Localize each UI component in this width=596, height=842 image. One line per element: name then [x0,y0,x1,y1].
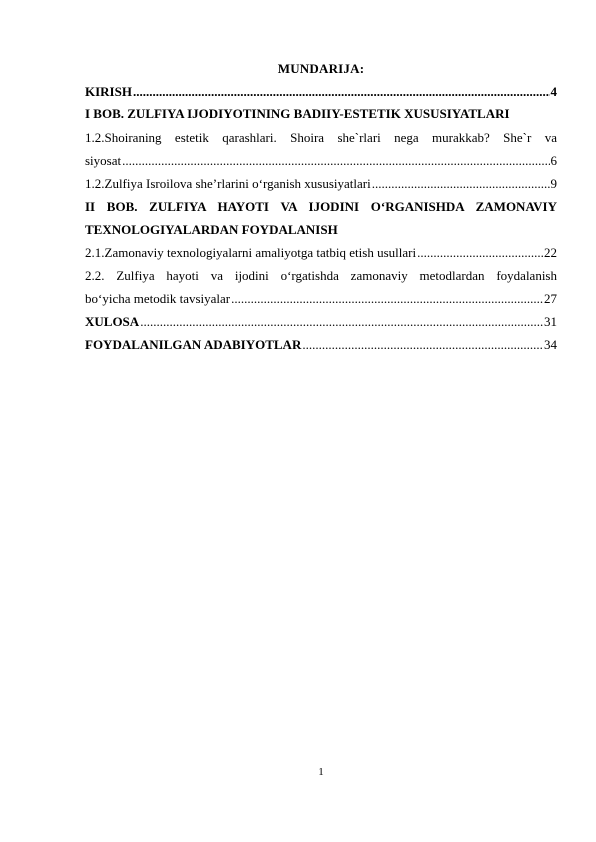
toc-entry-page: 9 [550,176,557,191]
toc-entry-label: KIRISH [85,84,132,99]
toc-entry-page: 4 [550,84,557,99]
toc-entry-page: 31 [544,314,557,329]
toc-entry-label: siyosat [85,153,122,168]
document-page [85,0,557,842]
toc-leader [231,291,543,307]
toc-entry-label: 2.1.Zamonaviy texnologiyalarni amaliyotga tatbiq etish usullari [85,245,417,260]
toc-entry-section-1-1-line-2[interactable] [85,153,557,169]
toc-entry-chapter-2-line-1[interactable] [85,199,557,215]
toc-entry-text: 2.2. Zulfiya hayoti va ijodini o‘rgatishda zamonaviy metodlardan foydalanish [85,268,557,283]
toc-entry-xulosa[interactable] [85,314,557,330]
toc-entry-label: bo‘yicha metodik tavsiyalar [85,291,231,306]
toc-entry-chapter-2-line-2[interactable]: TEXNOLOGIYALARDAN FOYDALANISH [85,222,338,237]
toc-entry-kirish[interactable] [85,84,557,100]
toc-leader [140,314,543,330]
toc-entry-page: 27 [544,291,557,306]
toc-entry-text: 1.2.Shoiraning estetik qarashlari. Shoira she`rlari nega murakkab? She`r va [85,130,557,145]
toc-leader [302,337,543,353]
toc-entry-text: II BOB. ZULFIYA HAYOTI VA IJODINI O‘RGANISHDA ZAMONAVIY [85,199,557,214]
toc-title: MUNDARIJA: [277,61,365,76]
toc-entry-label: 1.2.Zulfiya Isroilova she’rlarini o‘rganish xususiyatlari [85,176,371,191]
toc-leader [372,176,550,192]
toc-entry-page: 6 [550,153,557,168]
toc-entry-adabiyotlar[interactable] [85,337,557,353]
toc-leader [417,245,543,261]
toc-entry-page: 34 [544,337,557,352]
toc-entry-section-1-2[interactable] [85,176,557,192]
toc-entry-label: XULOSA [85,314,140,329]
toc-leader [122,153,549,169]
page-number: 1 [318,766,324,778]
toc-entry-section-1-1-line-1[interactable] [85,130,557,146]
toc-entry-section-2-1[interactable] [85,245,557,261]
toc-leader [133,84,550,100]
toc-entry-chapter-1[interactable]: I BOB. ZULFIYA IJODIYOTINING BADIIY-ESTETIK XUSUSIYATLARI [85,106,510,121]
toc-entry-section-2-2-line-2[interactable] [85,291,557,307]
toc-entry-page: 22 [544,245,557,260]
toc-entry-label: FOYDALANILGAN ADABIYOTLAR [85,337,302,352]
toc-entry-section-2-2-line-1[interactable] [85,268,557,284]
